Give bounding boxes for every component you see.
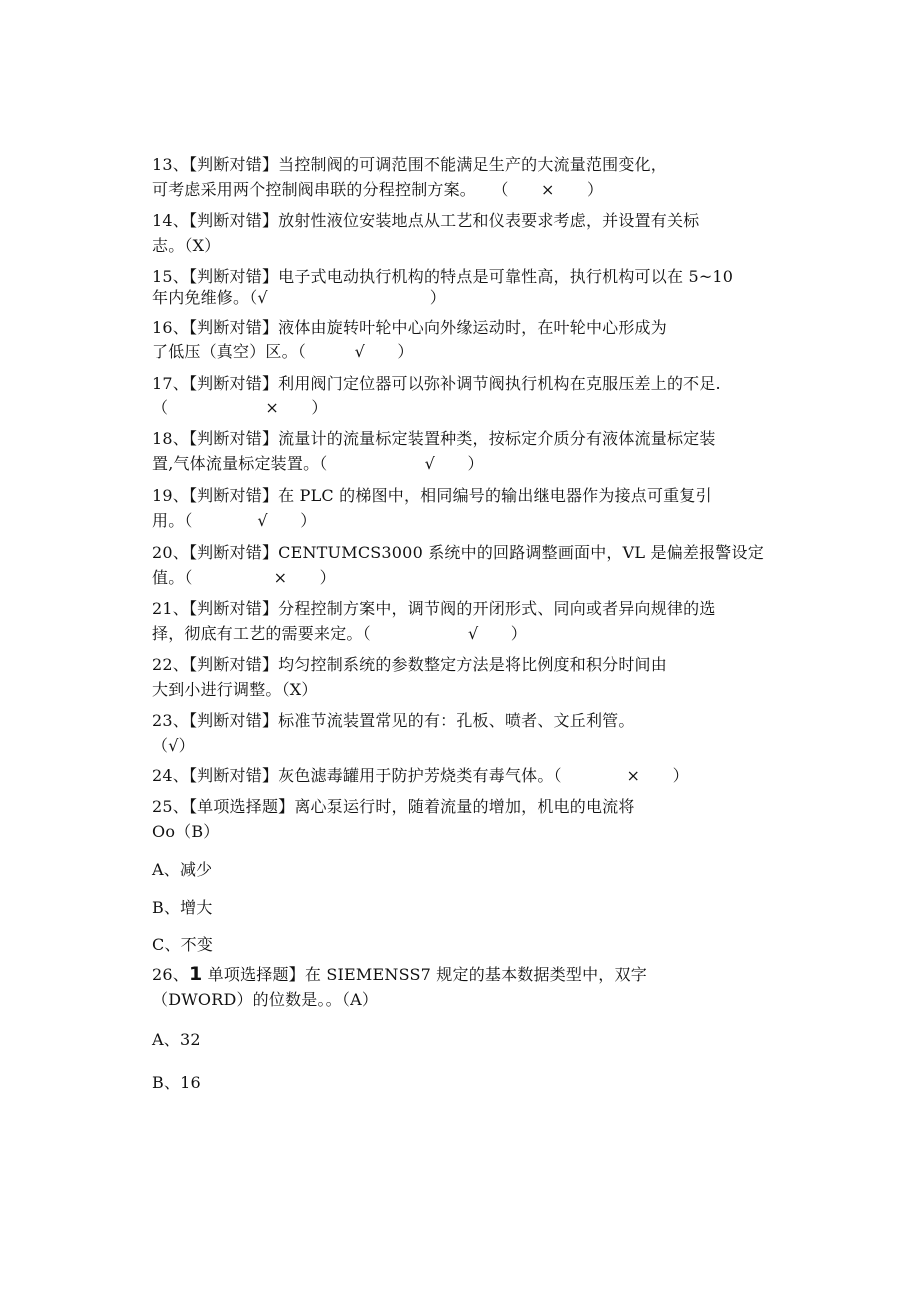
question-23-line-2: （√） bbox=[152, 736, 195, 755]
question-14-line-2: 志。（X） bbox=[152, 236, 221, 255]
question-26-option-a: A、32 bbox=[152, 1030, 201, 1049]
question-26-number: 26、 bbox=[152, 965, 189, 984]
question-14-line-1: 14、【判断对错】放射性液位安装地点从工艺和仪表要求考虑，并设置有关标 bbox=[152, 211, 700, 230]
question-25-option-a: A、减少 bbox=[152, 860, 213, 879]
question-18-line-1: 18、【判断对错】流量计的流量标定装置种类，按标定介质分有液体流量标定装 bbox=[152, 429, 716, 448]
question-22-line-1: 22、【判断对错】均匀控制系统的参数整定方法是将比例度和积分时间由 bbox=[152, 655, 667, 674]
question-13-line-1: 13、【判断对错】当控制阀的可调范围不能满足生产的大流量范围变化， bbox=[152, 155, 667, 174]
question-22-line-2: 大到小进行调整。（X） bbox=[152, 680, 318, 699]
question-17-line-2: （ × ） bbox=[152, 398, 328, 417]
question-15-line-1: 15、【判断对错】电子式电动执行机构的特点是可靠性高，执行机构可以在 5~10 bbox=[152, 267, 734, 286]
question-16-line-2: 了低压（真空）区。（ √ ） bbox=[152, 342, 414, 361]
question-25-line-1: 25、【单项选择题】离心泵运行时，随着流量的增加，机电的电流将 bbox=[152, 797, 635, 816]
question-19-line-1: 19、【判断对错】在 PLC 的梯图中，相同编号的输出继电器作为接点可重复引 bbox=[152, 486, 712, 505]
question-26-line-2: （DWORD）的位数是。。（A） bbox=[152, 990, 379, 1009]
question-26-option-b: B、16 bbox=[152, 1073, 201, 1092]
question-15-line-2: 年内免维修。（√ ） bbox=[152, 288, 446, 307]
question-19-line-2: 用。（ √ ） bbox=[152, 511, 317, 530]
question-24-line-1: 24、【判断对错】灰色滤毒罐用于防护芳烧类有毒气体。（ × ） bbox=[152, 766, 689, 785]
question-20-line-2: 值。（ × ） bbox=[152, 568, 336, 587]
question-26-text: 单项选择题】在 SIEMENSS7 规定的基本数据类型中，双字 bbox=[202, 965, 647, 984]
question-25-option-c: C、不变 bbox=[152, 935, 214, 954]
question-26-line-1 bbox=[152, 964, 647, 985]
question-23-line-1: 23、【判断对错】标准节流装置常见的有：孔板、喷者、文丘利管。 bbox=[152, 711, 635, 730]
question-20-line-1: 20、【判断对错】CENTUMCS3000 系统中的回路调整画面中，VL 是偏差报警设定 bbox=[152, 543, 764, 562]
question-25-line-2: Oo（B） bbox=[152, 822, 220, 841]
question-17-line-1: 17、【判断对错】利用阀门定位器可以弥补调节阀执行机构在克服压差上的不足. bbox=[152, 374, 721, 393]
question-16-line-1: 16、【判断对错】液体由旋转叶轮中心向外缘运动时，在叶轮中心形成为 bbox=[152, 318, 667, 337]
question-26-bold-digit: 1 bbox=[188, 963, 203, 985]
question-13-line-2: 可考虑采用两个控制阀串联的分程控制方案。 （ × ） bbox=[152, 180, 604, 199]
question-21-line-2: 择，彻底有工艺的需要来定。（ √ ） bbox=[152, 624, 527, 643]
question-25-option-b: B、增大 bbox=[152, 898, 213, 917]
question-21-line-1: 21、【判断对错】分程控制方案中，调节阀的开闭形式、同向或者异向规律的选 bbox=[152, 599, 716, 618]
question-18-line-2: 置,气体流量标定装置。（ √ ） bbox=[152, 454, 484, 473]
